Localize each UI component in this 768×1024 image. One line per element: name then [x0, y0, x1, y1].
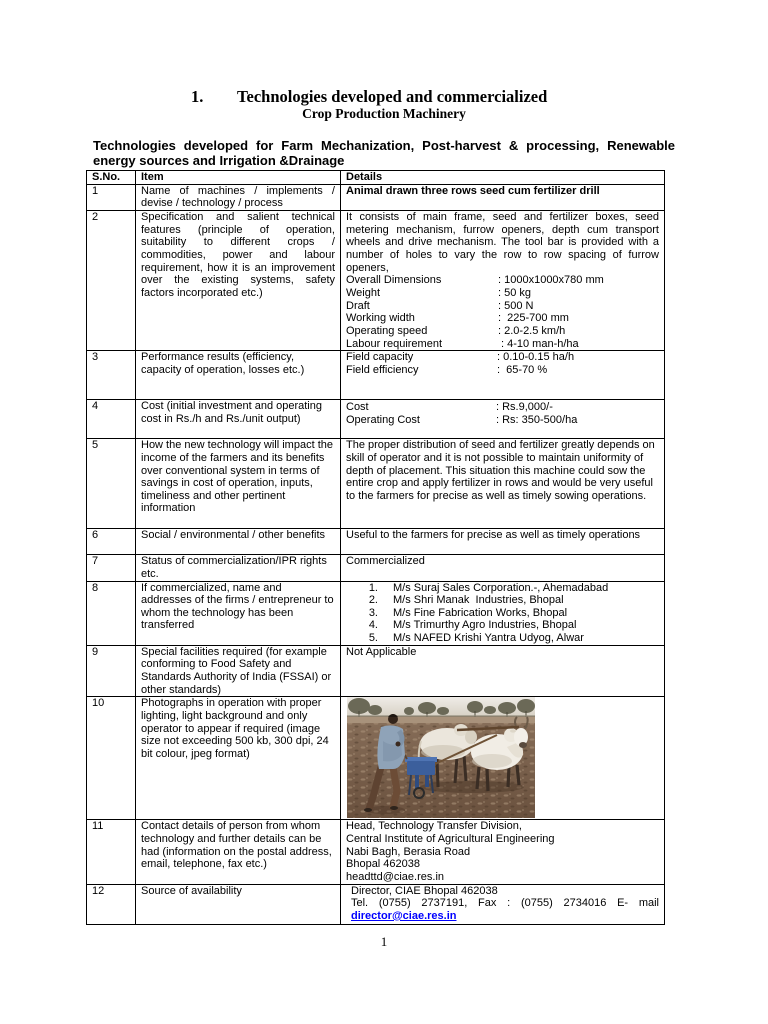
table-row [87, 581, 665, 645]
cell-sno: 8 [87, 581, 136, 645]
spec-label: Field capacity [346, 351, 414, 364]
description-paragraph: It consists of main frame, seed and fertilizer boxes, seed metering mechanism, furrow openers, depth cum transport wheels and drive mechanism. The tool bar is provided with a number of holes to vary the row to row spacing of furrow openers, [346, 210, 659, 274]
list-number: 2. [368, 594, 378, 607]
spec-row [346, 300, 659, 313]
list-item [346, 607, 659, 620]
spec-value: : 1000x1000x780 mm [498, 274, 604, 287]
table-row [87, 400, 665, 439]
subtitle: Crop Production Machinery [302, 106, 466, 121]
spec-value: : 65-70 % [497, 363, 548, 376]
table-row [87, 184, 665, 210]
cell-details: Useful to the farmers for precise as well as timely operations [341, 529, 665, 555]
cell-sno: 10 [87, 697, 136, 820]
cell-item: Special facilities required (for example conforming to Food Safety and Standards Authority of India (FSSAI) or other standards) [136, 645, 341, 697]
heading-number: 1. [191, 87, 204, 106]
table-row [87, 555, 665, 581]
spec-label: Weight [346, 286, 381, 299]
cell-sno: 1 [87, 184, 136, 210]
list-item [346, 632, 659, 645]
contact-line: Nabi Bagh, Berasia Road [346, 845, 471, 858]
spec-value: : 50 kg [498, 286, 532, 299]
spec-label: Operating Cost [346, 413, 420, 426]
heading-title: Technologies developed and commercialized [237, 87, 548, 106]
cell-details [341, 697, 665, 820]
contact-line: Head, Technology Transfer Division, [346, 820, 522, 833]
spec-row [346, 414, 659, 427]
spec-label: Draft [346, 299, 370, 312]
contact-line: Bhopal 462038 [346, 858, 421, 871]
table-row [87, 820, 665, 884]
spec-row [346, 338, 659, 351]
cell-sno: 4 [87, 400, 136, 439]
cell-sno: 7 [87, 555, 136, 581]
cell-details [341, 351, 665, 400]
header-sno: S.No. [87, 171, 136, 185]
list-number: 3. [368, 606, 378, 619]
cell-details [341, 400, 665, 439]
spec-label: Working width [346, 312, 415, 325]
spec-row [346, 364, 659, 377]
spec-label: Labour requirement [346, 337, 443, 350]
page-number: 1 [380, 934, 388, 949]
header-details: Details [341, 171, 665, 185]
spec-label: Cost [346, 401, 369, 414]
spec-value: : 4-10 man-h/ha [501, 337, 579, 350]
list-number: 1. [368, 581, 378, 594]
cell-item: Name of machines / implements / devise / technology / process [136, 184, 341, 210]
phone-fax-text: Tel. (0755) 2737191, Fax : (0755) 2734016 E- mail [351, 897, 659, 910]
table-row [87, 884, 665, 924]
table-row [87, 210, 665, 350]
table-row [87, 439, 665, 529]
cell-sno: 11 [87, 820, 136, 884]
firm-name: M/s Shri Manak Industries, Bhopal [393, 594, 564, 607]
cell-details: Animal drawn three rows seed cum fertilizer drill [341, 184, 665, 210]
spec-label: Field efficiency [346, 363, 419, 376]
cell-item: Cost (initial investment and operating cost in Rs./h and Rs./unit output) [136, 400, 341, 439]
seed-drill-field-photo [347, 697, 535, 818]
source-line: Director, CIAE Bhopal 462038 [351, 884, 498, 897]
intro-paragraph: Technologies developed for Farm Mechanization, Post-harvest & processing, Renewable energy sources and Irrigation &Drainage [93, 138, 675, 168]
list-item [346, 582, 659, 595]
spec-value: : 0.10-0.15 ha/h [497, 351, 575, 364]
cell-sno: 2 [87, 210, 136, 350]
spec-row [346, 325, 659, 338]
firm-name: M/s Trimurthy Agro Industries, Bhopal [393, 619, 577, 632]
cell-item: Photographs in operation with proper lighting, light background and only operator to appear if required (image size not exceeding 500 kb, 300 dpi, 24 bit colour, jpeg format) [136, 697, 341, 820]
contact-email: headttd@ciae.res.in [346, 871, 445, 884]
cell-item: Contact details of person from whom technology and further details can be had (information on the postal address, email, telephone, fax etc.) [136, 820, 341, 884]
cell-details [341, 820, 665, 884]
spec-value: : Rs.9,000/- [496, 401, 553, 414]
list-number: 4. [368, 619, 378, 632]
spec-row [346, 274, 659, 287]
cell-sno: 6 [87, 529, 136, 555]
spec-value: : 500 N [498, 299, 534, 312]
firm-name: M/s NAFED Krishi Yantra Udyog, Alwar [393, 632, 584, 645]
table-row [87, 529, 665, 555]
cell-details [341, 884, 665, 924]
table-row [87, 645, 665, 697]
contact-line: Central Institute of Agricultural Engineering [346, 833, 555, 846]
cell-item: Specification and salient technical features (principle of operation, suitability to different crops / commodities, power and labour requirement, how it is an improvement over the existing systems, safety factors incorporated etc.) [136, 210, 341, 350]
list-number: 5. [368, 632, 378, 645]
cell-item: Performance results (efficiency, capacity of operation, losses etc.) [136, 351, 341, 400]
cell-item: How the new technology will impact the income of the farmers and its benefits over conventional system in terms of savings in cost of operation, inputs, timeliness and other pertinent information [136, 439, 341, 529]
spec-row [346, 351, 659, 364]
spec-value: : Rs: 350-500/ha [496, 413, 578, 426]
cell-details: Not Applicable [341, 645, 665, 697]
spec-label: Overall Dimensions [346, 274, 442, 287]
spec-row [346, 312, 659, 325]
table-row [87, 351, 665, 400]
cell-sno: 3 [87, 351, 136, 400]
source-paragraph [351, 897, 659, 922]
cell-sno: 12 [87, 884, 136, 924]
firm-name: M/s Fine Fabrication Works, Bhopal [393, 606, 568, 619]
list-item [346, 594, 659, 607]
cell-item: Source of availability [136, 884, 341, 924]
cell-details [341, 210, 665, 350]
header-item: Item [136, 171, 341, 185]
cell-details: The proper distribution of seed and fertilizer greatly depends on skill of operator and it is not possible to maintain uniformity of depth of placement. This situation this machine could sow the entire crop and apply fertilizer in rows and would be very useful to the farmers for precise as well as timely sowing operations. [341, 439, 665, 529]
spec-row [346, 287, 659, 300]
technology-table [86, 170, 665, 925]
cell-item: If commercialized, name and addresses of the firms / entrepreneur to whom the technology has been transferred [136, 581, 341, 645]
cell-sno: 5 [87, 439, 136, 529]
cell-details [341, 581, 665, 645]
list-item [346, 619, 659, 632]
spec-value: : 2.0-2.5 km/h [498, 324, 566, 337]
header-row [87, 171, 665, 185]
spec-label: Operating speed [346, 324, 428, 337]
table-row [87, 697, 665, 820]
cell-details: Commercialized [341, 555, 665, 581]
firm-name: M/s Suraj Sales Corporation.-, Ahemadabad [393, 581, 609, 594]
spec-value: : 225-700 mm [498, 312, 569, 325]
cell-item: Status of commercialization/IPR rights etc. [136, 555, 341, 581]
spec-row [346, 401, 659, 414]
cell-item: Social / environmental / other benefits [136, 529, 341, 555]
director-email-link[interactable]: director@ciae.res.in [351, 910, 457, 922]
cell-sno: 9 [87, 645, 136, 697]
